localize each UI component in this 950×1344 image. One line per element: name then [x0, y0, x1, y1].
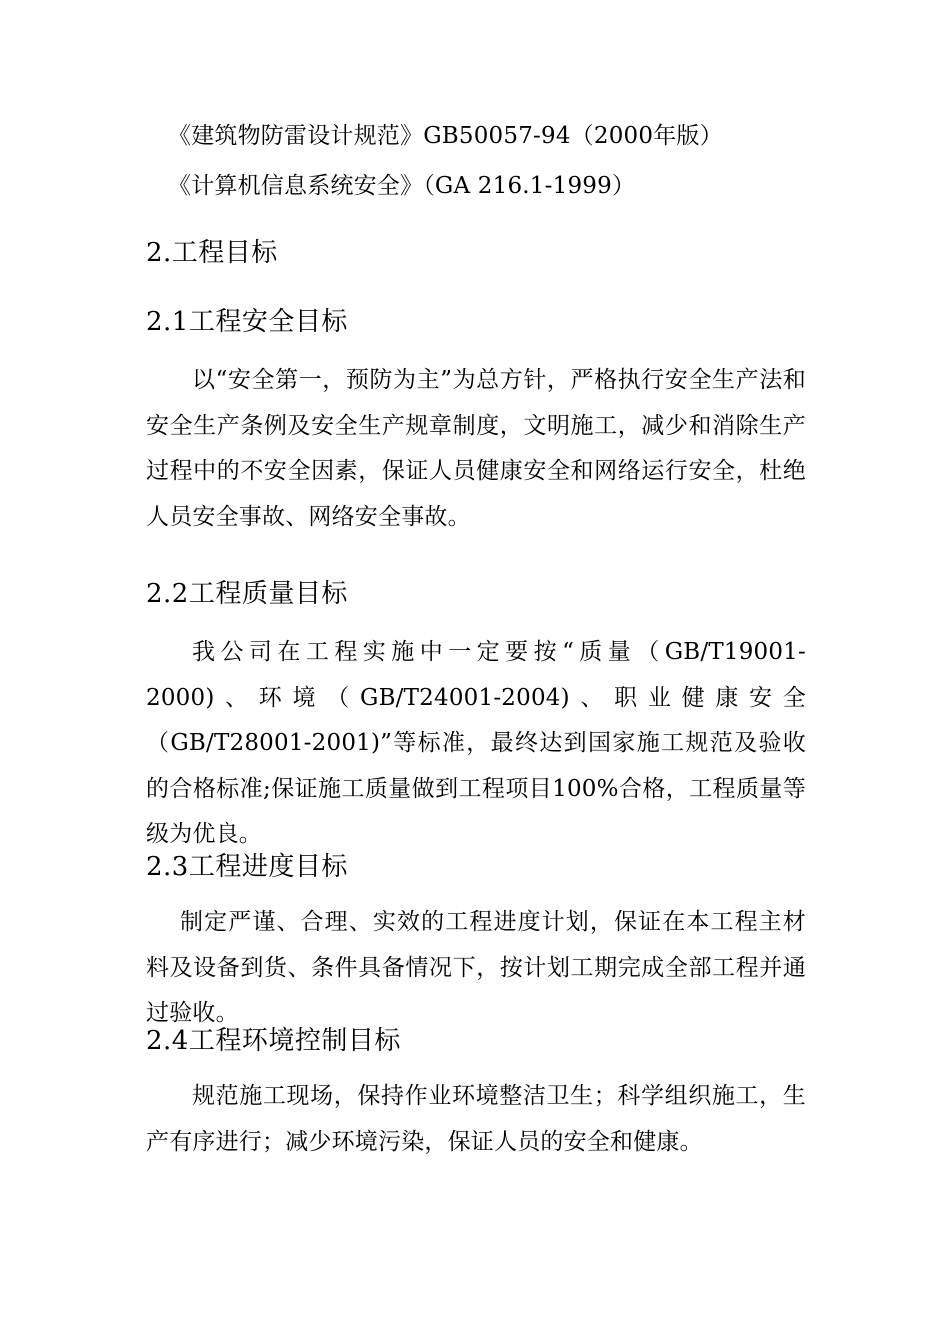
- section-heading-environment-goal: 2.4工程环境控制目标: [146, 1026, 401, 1056]
- section-heading-schedule-goal: 2.3工程进度目标: [146, 852, 348, 882]
- section-heading-project-goals: 2.工程目标: [146, 238, 278, 268]
- paragraph-environment-goal: 规范施工现场，保持作业环境整洁卫生；科学组织施工，生产有序进行；减少环境污染，保证人员的安全和健康。: [146, 1083, 806, 1155]
- reference-computer-security: 《计算机信息系统安全》（GA 216.1-1999）: [168, 173, 636, 199]
- paragraph-safety-goal: 以“安全第一，预防为主”为总方针，严格执行安全生产法和安全生产条例及安全生产规章制度，文明施工，减少和消除生产过程中的不安全因素，保证人员健康安全和网络运行安全，杜绝人员安全事故、网络安全事故。: [146, 367, 806, 530]
- reference-lightning-protection: 《建筑物防雷设计规范》GB50057-94（2000年版）: [168, 123, 723, 149]
- section-heading-quality-goal: 2.2工程质量目标: [146, 579, 348, 609]
- paragraph-schedule-goal: 制定严谨、合理、实效的工程进度计划，保证在本工程主材料及设备到货、条件具备情况下，按计划工期完成全部工程并通过验收。: [146, 909, 806, 1026]
- paragraph-quality-goal: 我公司在工程实施中一定要按“质量（GB/T19001-2000)、环境（GB/T24001-2004)、职业健康安全（GB/T28001-2001)”等标准，最终达到国家施工规范及验收的合格标准;保证施工质量做到工程项目100%合格，工程质量等级为优良。: [146, 639, 806, 847]
- section-heading-safety-goal: 2.1工程安全目标: [146, 307, 348, 337]
